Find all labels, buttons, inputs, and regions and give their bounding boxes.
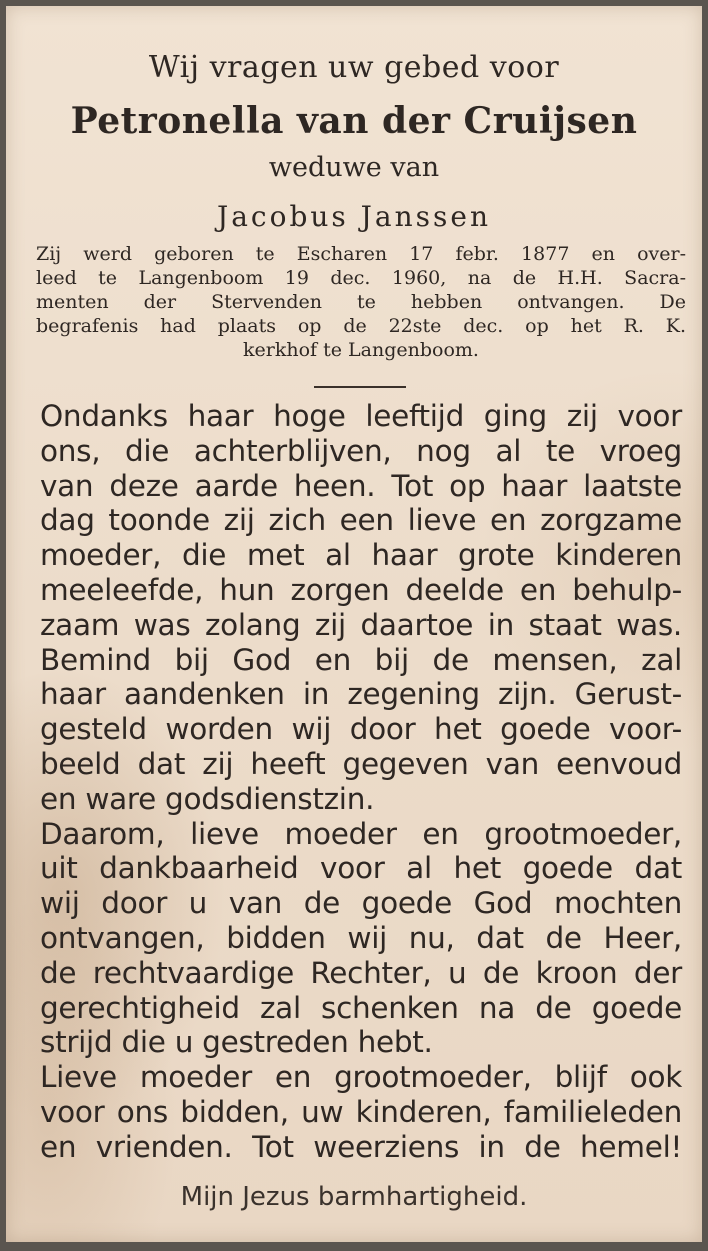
text-line: zaam was zolang zij daartoe in staat was. — [40, 607, 682, 642]
text-line: van deze aarde heen. Tot op haar laatste — [40, 468, 682, 503]
text-line: beeld dat zij heeft gegeven van eenvoud — [40, 746, 682, 781]
relation-line: weduwe van — [268, 152, 440, 183]
bio-line: menten der Stervenden te hebben ontvangen. De — [36, 291, 686, 313]
text-line: Lieve moeder en grootmoeder, blijf ook — [40, 1060, 682, 1095]
spouse-name: Jacobus Janssen — [217, 200, 491, 233]
closing-prayer: Mijn Jezus barmhartigheid. — [180, 1182, 528, 1212]
text-line: en ware godsdienstzin. — [40, 781, 375, 816]
text-line: en vrienden. Tot weerziens in de hemel! — [40, 1129, 682, 1164]
text-line: de rechtvaardige Rechter, u de kroon der — [40, 955, 682, 990]
bio-line: leed te Langenboom 19 dec. 1960, na de H.H. Sacra- — [36, 267, 686, 289]
text-line: gesteld worden wij door het goede voor- — [40, 712, 682, 747]
text-line: Ondanks haar hoge leeftijd ging zij voor — [40, 399, 682, 433]
divider-rule — [314, 386, 406, 388]
biography-block — [36, 242, 686, 362]
text-line: Daarom, lieve moeder en grootmoeder, — [40, 816, 682, 851]
bio-line: kerkhof te Langenboom. — [243, 339, 479, 361]
text-line: ontvangen, bidden wij nu, dat de Heer, — [40, 920, 682, 955]
text-line: haar aandenken in zegening zijn. Gerust- — [40, 677, 682, 712]
text-line: gerechtigheid zal schenken na de goede — [40, 990, 682, 1025]
text-line: strijd die u gestreden hebt. — [40, 1025, 433, 1060]
memorial-card — [6, 6, 702, 1242]
deceased-name: Petronella van der Cruijsen — [70, 100, 638, 142]
bio-line: Zij werd geboren te Escharen 17 febr. 1877 en over- — [36, 243, 686, 265]
text-line: ons, die achterblijven, nog al te vroeg — [40, 433, 682, 468]
text-line: uit dankbaarheid voor al het goede dat — [40, 851, 682, 886]
text-line: meeleefde, hun zorgen deelde en behulp- — [40, 572, 682, 607]
text-line: Bemind bij God en bij de mensen, zal — [40, 642, 682, 677]
text-line: dag toonde zij zich een lieve en zorgzame — [40, 503, 682, 538]
bio-line: begrafenis had plaats op de 22ste dec. op het R. K. — [36, 315, 686, 337]
text-line: moeder, die met al haar grote kinderen — [40, 538, 682, 573]
memorial-text — [40, 399, 682, 1165]
intro-line: Wij vragen uw gebed voor — [148, 50, 560, 85]
text-line: voor ons bidden, uw kinderen, familieleden — [40, 1094, 682, 1129]
text-line: wij door u van de goede God mochten — [40, 886, 682, 921]
